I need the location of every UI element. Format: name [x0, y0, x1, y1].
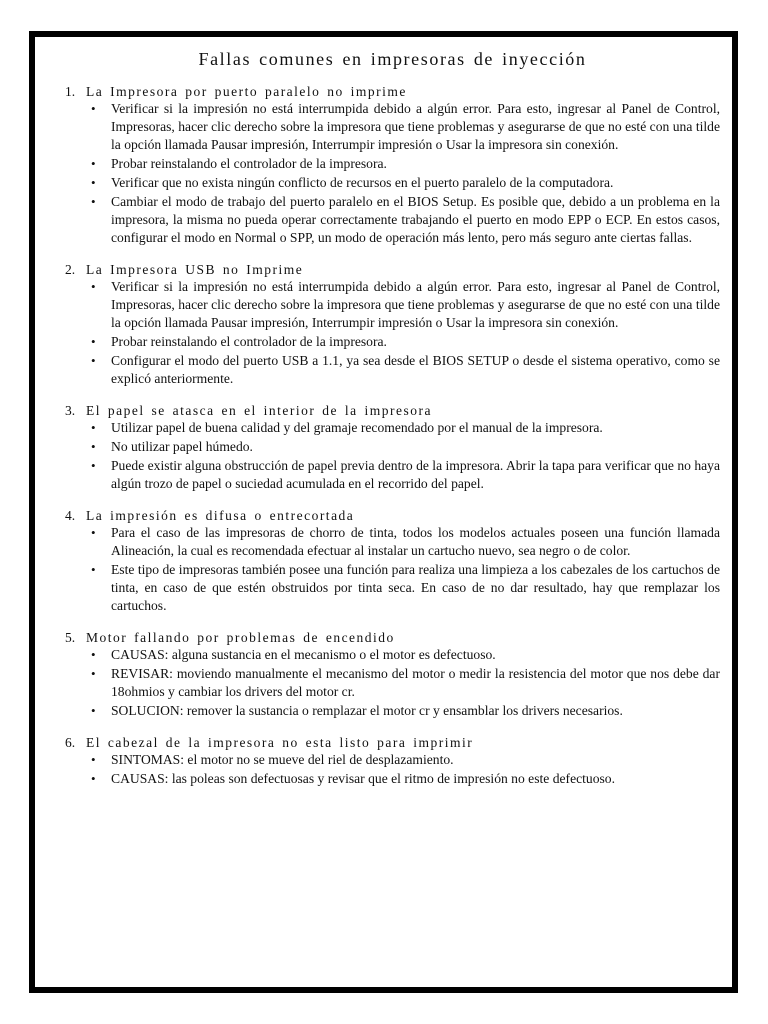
list-item-text: Cambiar el modo de trabajo del puerto paralelo en el BIOS Setup. Es posible que, debido a un problema en la impresora, la misma no pueda operar correctamente trabajando el puerto en modo EPP o ECP. En estos casos, configurar el modo en Normal o SPP, un modo de operación más lento, pero más seguro ante ciertas fallas.	[111, 193, 720, 245]
bullet-list	[65, 646, 720, 720]
list-item	[91, 333, 720, 351]
document-title: Fallas comunes en impresoras de inyección	[198, 49, 587, 69]
section-title: La Impresora USB no Imprime	[86, 261, 304, 277]
list-item-text: Verificar si la impresión no está interrumpida debido a algún error. Para esto, ingresar al Panel de Control, Impresoras, hacer clic derecho sobre la impresora que tiene problemas y asegurarse de que no esté con una tilde la opción llamada Pausar impresión, Interrumpir impresión o Usar la impresora sin conexión.	[111, 278, 720, 330]
bullet-icon: •	[91, 646, 96, 662]
document-frame	[29, 31, 738, 993]
bullet-icon: •	[91, 457, 96, 473]
section-number: 3.	[65, 402, 76, 418]
list-item-text: CAUSAS: alguna sustancia en el mecanismo o el motor es defectuoso.	[111, 646, 496, 662]
list-item-text: Utilizar papel de buena calidad y del gramaje recomendado por el manual de la impresora.	[111, 419, 603, 435]
list-item-text: Probar reinstalando el controlador de la impresora.	[111, 333, 387, 349]
list-item-text: CAUSAS: las poleas son defectuosas y revisar que el ritmo de impresión no este defectuoso.	[111, 770, 615, 786]
section-number: 2.	[65, 261, 76, 277]
section-title: La Impresora por puerto paralelo no imprime	[86, 83, 407, 99]
list-item-text: Probar reinstalando el controlador de la impresora.	[111, 155, 387, 171]
list-item-text: Configurar el modo del puerto USB a 1.1, ya sea desde el BIOS SETUP o desde el sistema operativo, como se explicó anteriormente.	[111, 352, 720, 386]
bullet-icon: •	[91, 193, 96, 209]
list-item	[91, 665, 720, 701]
bullet-icon: •	[91, 524, 96, 540]
section-number: 5.	[65, 629, 76, 645]
section-1	[65, 83, 720, 247]
bullet-icon: •	[91, 174, 96, 190]
bullet-icon: •	[91, 561, 96, 577]
list-item-text: SOLUCION: remover la sustancia o remplazar el motor cr y ensamblar los drivers necesarios.	[111, 702, 623, 718]
list-item	[91, 524, 720, 560]
bullet-icon: •	[91, 419, 96, 435]
list-item-text: Este tipo de impresoras también posee una función para realiza una limpieza a los cabezales de los cartuchos de tinta, en caso de que estén obstruidos por tinta seca. En caso de no dar resultado, hay que remplazar los cartuchos.	[111, 561, 720, 613]
list-item	[91, 646, 720, 664]
bullet-icon: •	[91, 665, 96, 681]
section-number: 1.	[65, 83, 76, 99]
bullet-list	[65, 278, 720, 388]
section-4	[65, 507, 720, 615]
section-title: La impresión es difusa o entrecortada	[86, 507, 355, 523]
list-item	[91, 352, 720, 388]
section-2	[65, 261, 720, 388]
section-5	[65, 629, 720, 720]
section-3	[65, 402, 720, 493]
list-item-text: Verificar si la impresión no está interrumpida debido a algún error. Para esto, ingresar al Panel de Control, Impresoras, hacer clic derecho sobre la impresora que tiene problemas y asegurarse de que no esté con una tilde la opción llamada Pausar impresión, Interrumpir impresión o Usar la impresora sin conexión.	[111, 100, 720, 152]
list-item	[91, 278, 720, 332]
bullet-list	[65, 751, 720, 788]
list-item	[91, 419, 720, 437]
section-title: Motor fallando por problemas de encendido	[86, 629, 395, 645]
section-number: 4.	[65, 507, 76, 523]
list-item	[91, 100, 720, 154]
list-item-text: No utilizar papel húmedo.	[111, 438, 253, 454]
bullet-icon: •	[91, 100, 96, 116]
bullet-icon: •	[91, 278, 96, 294]
bullet-icon: •	[91, 770, 96, 786]
bullet-list	[65, 524, 720, 615]
section-heading	[65, 629, 720, 646]
bullet-icon: •	[91, 702, 96, 718]
list-item-text: REVISAR: moviendo manualmente el mecanismo del motor o medir la resistencia del motor que nos debe dar 18ohmios y cambiar los drivers del motor cr.	[111, 665, 720, 699]
list-item	[91, 174, 720, 192]
bullet-list	[65, 419, 720, 493]
section-6	[65, 734, 720, 788]
list-item	[91, 770, 720, 788]
sections-list	[65, 83, 720, 788]
bullet-list	[65, 100, 720, 247]
list-item	[91, 193, 720, 247]
section-title: El cabezal de la impresora no esta listo para imprimir	[86, 734, 474, 750]
list-item	[91, 702, 720, 720]
list-item-text: Para el caso de las impresoras de chorro de tinta, todos los modelos actuales poseen una función llamada Alineación, la cual es recomendada efectuar al instalar un cartucho nuevo, sea negro o de color.	[111, 524, 720, 558]
section-number: 6.	[65, 734, 76, 750]
bullet-icon: •	[91, 352, 96, 368]
bullet-icon: •	[91, 438, 96, 454]
section-heading	[65, 261, 720, 278]
list-item	[91, 561, 720, 615]
list-item-text: Puede existir alguna obstrucción de papel previa dentro de la impresora. Abrir la tapa para verificar que no haya algún trozo de papel o suciedad acumulada en el recorrido del papel.	[111, 457, 720, 491]
bullet-icon: •	[91, 155, 96, 171]
section-heading	[65, 83, 720, 100]
list-item	[91, 155, 720, 173]
list-item	[91, 438, 720, 456]
list-item	[91, 457, 720, 493]
section-title: El papel se atasca en el interior de la impresora	[86, 402, 433, 418]
list-item-text: SINTOMAS: el motor no se mueve del riel de desplazamiento.	[111, 751, 454, 767]
section-heading	[65, 402, 720, 419]
section-heading	[65, 507, 720, 524]
bullet-icon: •	[91, 751, 96, 767]
list-item-text: Verificar que no exista ningún conflicto de recursos en el puerto paralelo de la computadora.	[111, 174, 614, 190]
list-item	[91, 751, 720, 769]
section-heading	[65, 734, 720, 751]
bullet-icon: •	[91, 333, 96, 349]
